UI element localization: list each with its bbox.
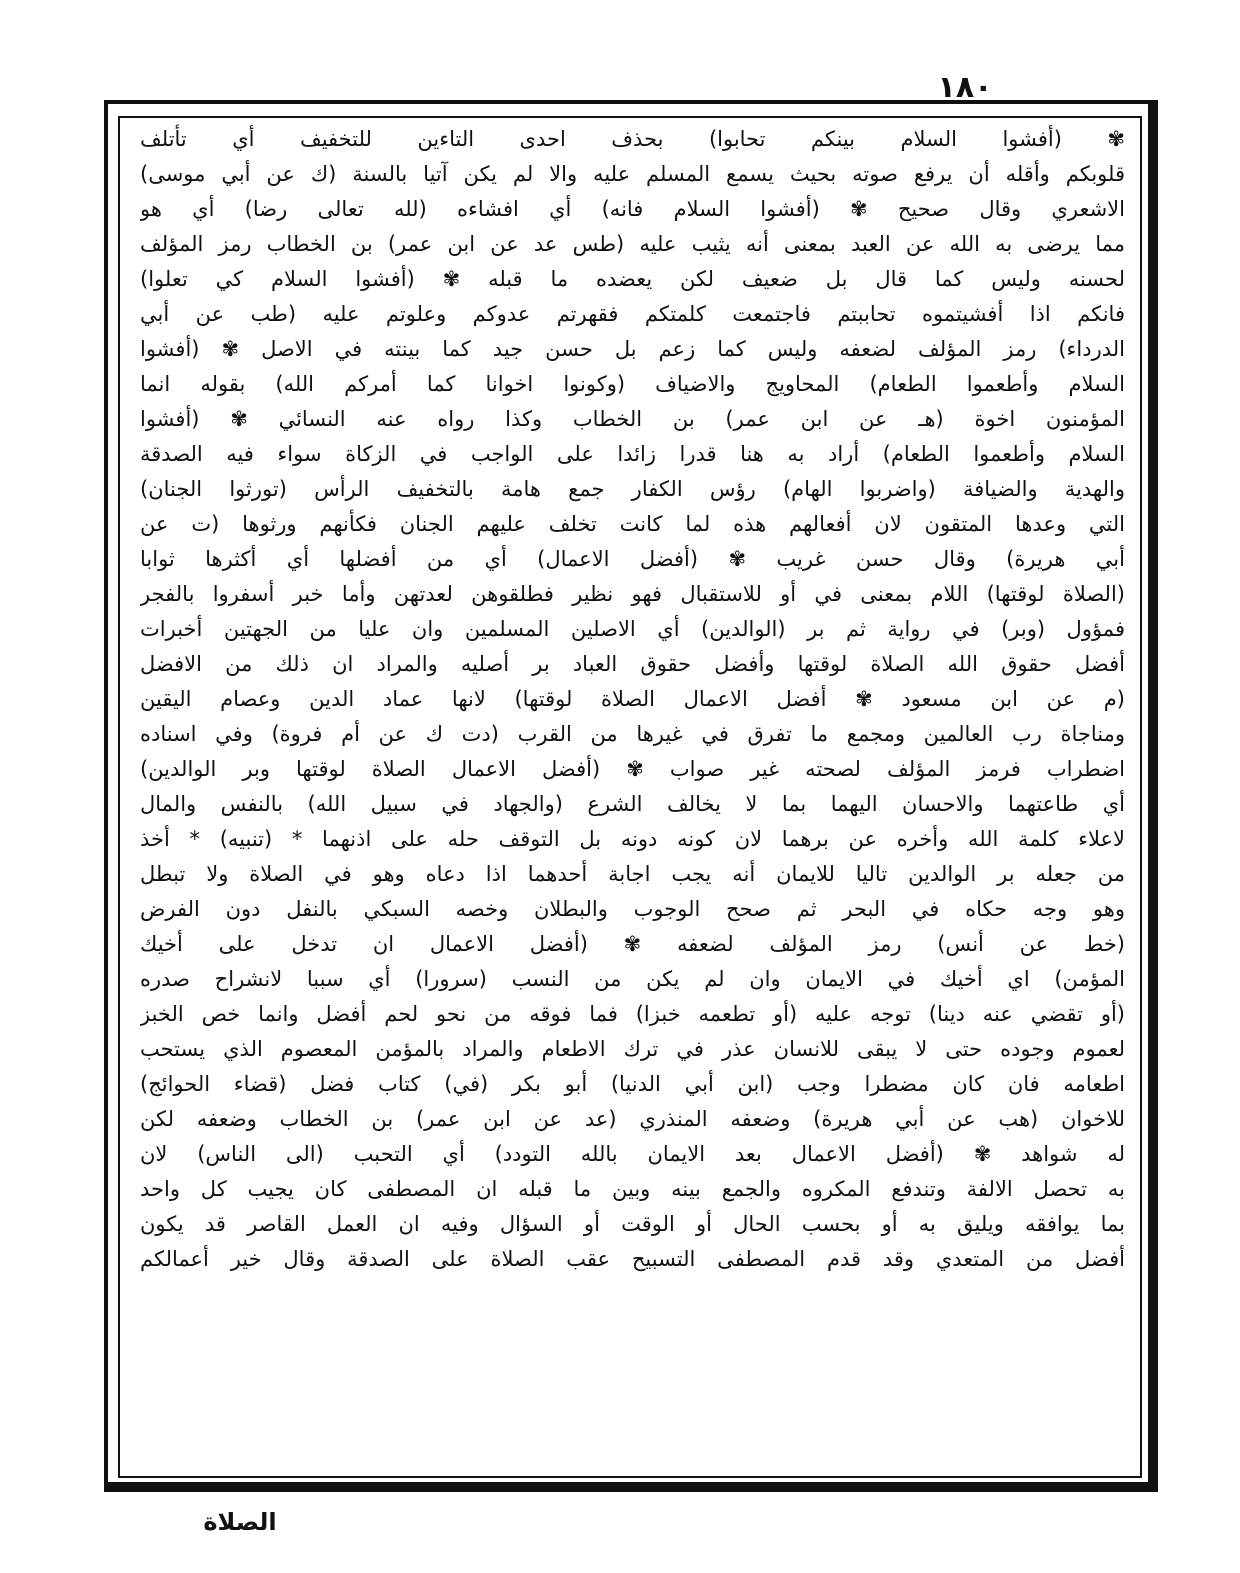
text-line: ✾ (أفشوا السلام بينكم تحابوا) بحذف احدى التاءين للتخفيف أي تأتلف — [140, 127, 1125, 151]
text-line: أفضل حقوق الله الصلاة لوقتها وأفضل حقوق العباد بر أصليه والمراد ان ذلك من الافضل — [140, 652, 1125, 676]
text-line: ومناجاة رب العالمين ومجمع ما تفرق في غيرها من القرب (دت ك عن أم فروة) وفي اسناده — [140, 722, 1125, 746]
page-number: ١٨٠ — [937, 70, 993, 105]
text-line: (خط عن أنس) رمز المؤلف لضعفه ✾ (أفضل الاعمال ان تدخل على أخيك — [140, 932, 1125, 956]
text-line: المؤمن) اي أخيك في الايمان وان لم يكن من النسب (سرورا) أي سببا لانشراح صدره — [140, 967, 1125, 991]
text-line: من جعله بر الوالدين تاليا للايمان أنه يجب اجابة أحدهما اذا دعاه وهو في الصلاة ولا تبطل — [140, 862, 1125, 886]
text-line: اطعامه فان كان مضطرا وجب (ابن أبي الدنيا) أبو بكر (في) كتاب فضل (قضاء الحوائج) — [140, 1072, 1125, 1096]
text-line: (الصلاة لوقتها) اللام بمعنى في أو للاستقبال فهو نظير فطلقوهن لعدتهن وأما خبر أسفروا بالفجر — [140, 582, 1125, 606]
catchword: الصلاة — [203, 1508, 277, 1536]
text-line: (أو تقضي عنه دينا) توجه عليه (أو تطعمه خبزا) فما فوقه من نحو لحم أفضل وانما خص الخبز — [140, 1002, 1125, 1026]
text-line: أفضل من المتعدي وقد قدم المصطفى التسبيح عقب الصلاة على الصدقة وقال خير أعمالكم — [140, 1247, 1125, 1271]
text-line: فانكم اذا أفشيتموه تحاببتم فاجتمعت كلمتكم فقهرتم عدوكم وعلوتم عليه (طب عن أبي — [140, 302, 1125, 326]
text-line: به تحصل الالفة وتندفع المكروه والجمع بينه وبين ما قبله ان المصطفى كان يجيب كل واحد — [140, 1177, 1125, 1201]
text-line: مما يرضى به الله عن العبد بمعنى أنه يثيب عليه (طس عد عن ابن عمر) بن الخطاب رمز المؤلف — [140, 232, 1125, 256]
text-line: بما يوافقه ويليق به أو بحسب الحال أو الوقت أو السؤال وفيه ان العمل القاصر قد يكون — [140, 1212, 1125, 1236]
text-line: التي وعدها المتقون لان أفعالهم هذه لما كانت تخلف عليهم الجنان فكأنهم ورثوها (ت عن — [140, 512, 1125, 536]
text-line: قلوبكم وأقله أن يرفع صوته بحيث يسمع المسلم عليه والا لم يكن آتيا بالسنة (ك عن أبي موسى) — [140, 162, 1125, 186]
text-line: وهو وجه حكاه في البحر ثم صحح الوجوب والبطلان وخصه السبكي بالنفل دون الفرض — [140, 897, 1125, 921]
text-line: السلام وأطعموا الطعام) المحاويج والاضياف (وكونوا اخوانا كما أمركم الله) بقوله انما — [140, 372, 1125, 396]
text-line: أي طاعتهما والاحسان اليهما بما لا يخالف الشرع (والجهاد في سبيل الله) بالنفس والمال — [140, 792, 1125, 816]
text-line: فمؤول (وبر) في رواية ثم بر (الوالدين) أي الاصلين المسلمين وان عليا من الجهتين أخبرات — [140, 617, 1125, 641]
text-line: (م عن ابن مسعود ✾ أفضل الاعمال الصلاة لوقتها) لانها عماد الدين وعصام اليقين — [140, 687, 1125, 711]
text-line: اضطراب فرمز المؤلف لصحته غير صواب ✾ (أفضل الاعمال الصلاة لوقتها وبر الوالدين) — [140, 757, 1125, 781]
text-line: للاخوان (هب عن أبي هريرة) وضعفه المنذري (عد عن ابن عمر) بن الخطاب وضعفه لكن — [140, 1107, 1125, 1131]
text-line: أبي هريرة) وقال حسن غريب ✾ (أفضل الاعمال) أي من أفضلها أي أكثرها ثوابا — [140, 547, 1125, 571]
text-line: والهدية والضيافة (واضربوا الهام) رؤس الكفار جمع هامة بالتخفيف الرأس (تورثوا الجنان) — [140, 477, 1125, 501]
text-line: لعموم وجوده حتى لا يبقى للانسان عذر في ترك الاطعام والمراد بالمؤمن المعصوم الذي يستحب — [140, 1037, 1125, 1061]
text-line: له شواهد ✾ (أفضل الاعمال بعد الايمان بالله التودد) أي التحبب (الى الناس) لان — [140, 1142, 1125, 1166]
page-text-body — [140, 122, 1125, 1474]
text-line: السلام وأطعموا الطعام) أراد به هنا قدرا زائدا على الواجب في الزكاة سواء فيه الصدقة — [140, 442, 1125, 466]
text-line: الدرداء) رمز المؤلف لضعفه وليس كما زعم بل حسن جيد كما بينته في الاصل ✾ (أفشوا — [140, 337, 1125, 361]
text-line: لحسنه وليس كما قال بل ضعيف لكن يعضده ما قبله ✾ (أفشوا السلام كي تعلوا) — [140, 267, 1125, 291]
text-line: لاعلاء كلمة الله وأخره عن برهما لان كونه دونه بل التوقف حله على اذنهما * (تنبيه) * أخذ — [140, 827, 1125, 851]
text-line: الاشعري وقال صحيح ✾ (أفشوا السلام فانه) أي افشاءه (لله تعالى رضا) أي هو — [140, 197, 1125, 221]
text-line: المؤمنون اخوة (هـ عن ابن عمر) بن الخطاب وكذا رواه عنه النسائي ✾ (أفشوا — [140, 407, 1125, 431]
